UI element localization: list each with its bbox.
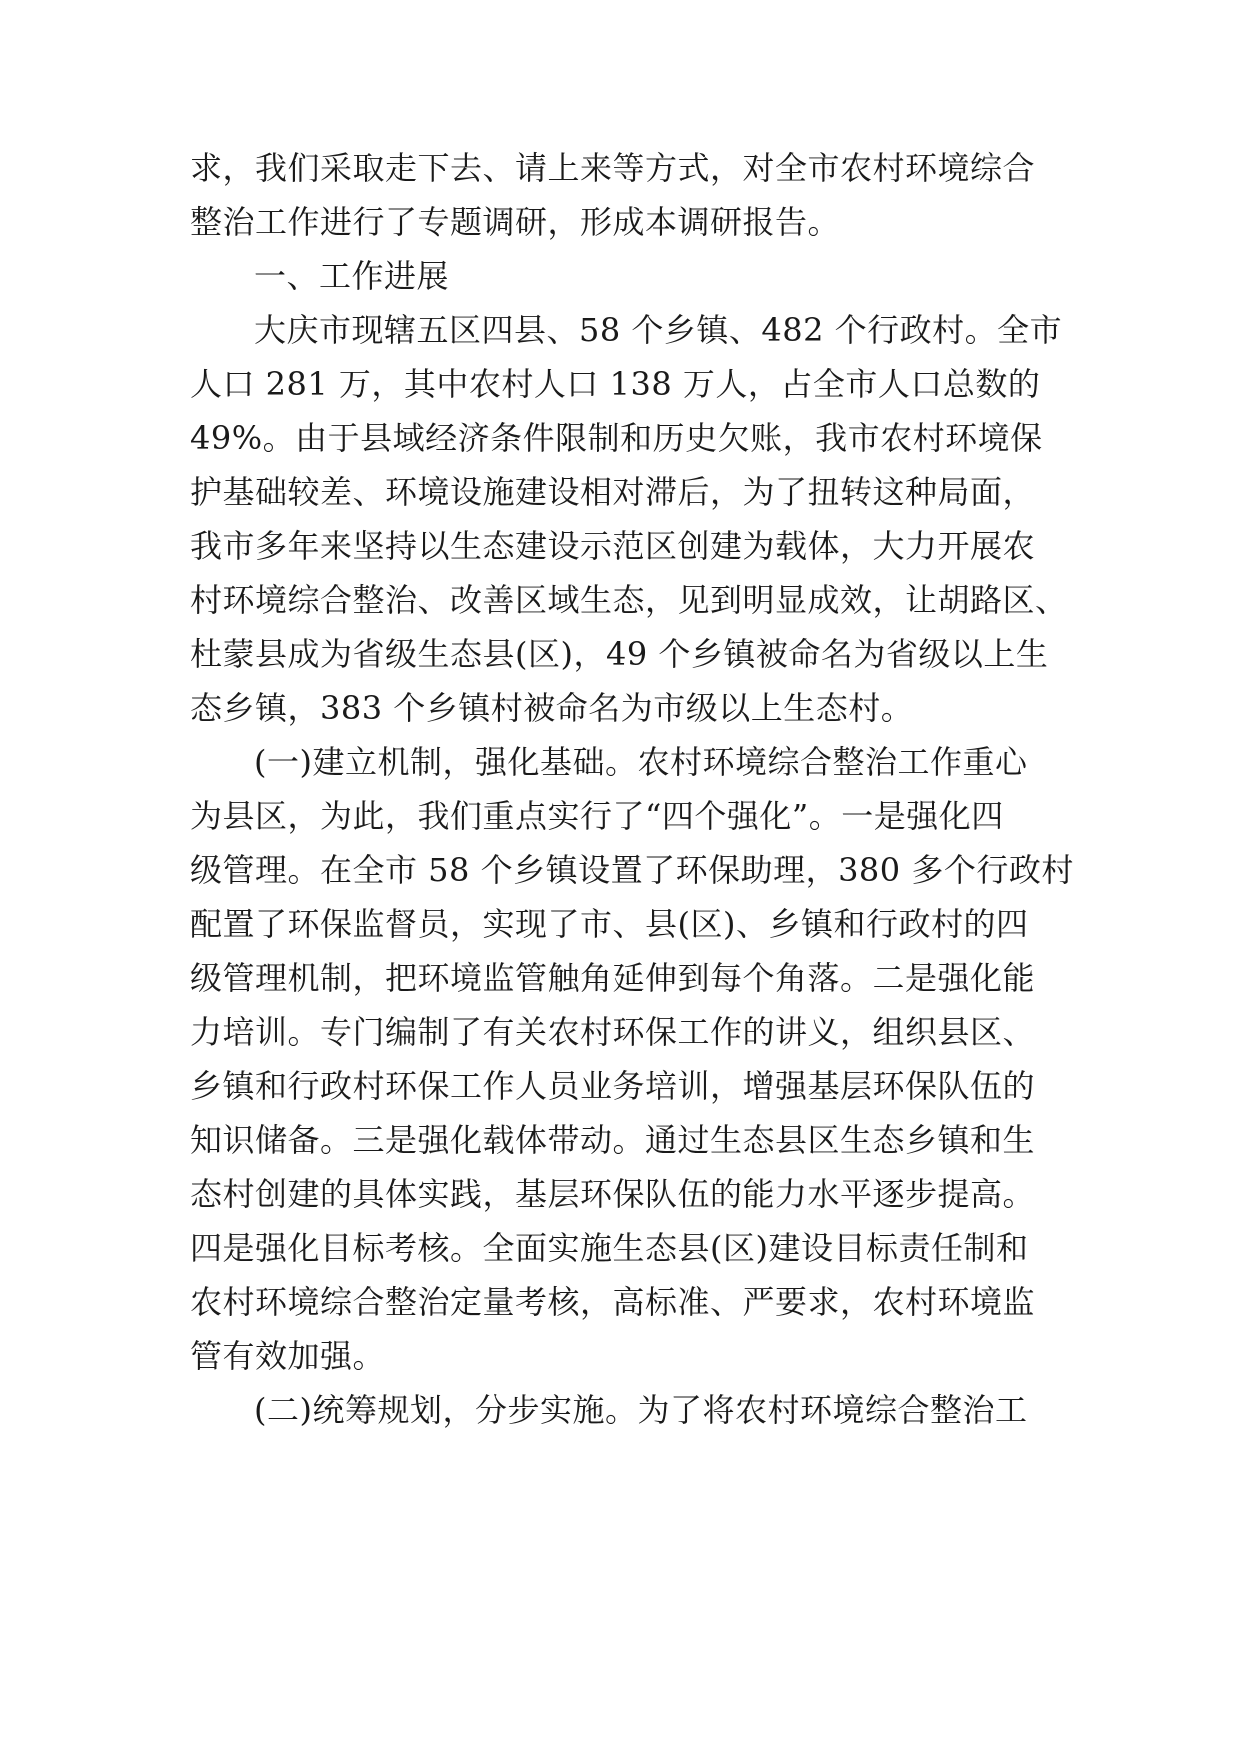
body-line: 整治工作进行了专题调研，形成本调研报告。 — [190, 203, 841, 241]
subsection-line: (二)统筹规划，分步实施。为了将农村环境综合整治工 — [254, 1391, 1028, 1429]
body-line: 力培训。专门编制了有关农村环保工作的讲义，组织县区、 — [190, 1013, 1036, 1051]
body-line: 农村环境综合整治定量考核，高标准、严要求，农村环境监 — [190, 1283, 1036, 1321]
body-line: 级管理机制，把环境监管触角延伸到每个角落。二是强化能 — [190, 959, 1036, 997]
body-line: 49%。由于县域经济条件限制和历史欠账，我市农村环境保 — [190, 419, 1043, 457]
body-line: 护基础较差、环境设施建设相对滞后，为了扭转这种局面， — [190, 473, 1036, 511]
body-line: 级管理。在全市 58 个乡镇设置了环保助理，380 多个行政村 — [190, 851, 1074, 889]
body-line: 杜蒙县成为省级生态县(区)，49 个乡镇被命名为省级以上生 — [190, 635, 1049, 673]
section-heading: 一、工作进展 — [254, 257, 450, 295]
body-line: 大庆市现辖五区四县、58 个乡镇、482 个行政村。全市 — [254, 311, 1063, 349]
body-line: 态乡镇，383 个乡镇村被命名为市级以上生态村。 — [190, 689, 914, 727]
body-line: 人口 281 万，其中农村人口 138 万人，占全市人口总数的 — [190, 365, 1041, 403]
subsection-line: (一)建立机制，强化基础。农村环境综合整治工作重心 — [254, 743, 1028, 781]
body-line: 乡镇和行政村环保工作人员业务培训，增强基层环保队伍的 — [190, 1067, 1036, 1105]
body-line: 四是强化目标考核。全面实施生态县(区)建设目标责任制和 — [190, 1229, 1029, 1267]
body-line: 态村创建的具体实践，基层环保队伍的能力水平逐步提高。 — [190, 1175, 1036, 1213]
body-line: 我市多年来坚持以生态建设示范区创建为载体，大力开展农 — [190, 527, 1036, 565]
body-line: 求，我们采取走下去、请上来等方式，对全市农村环境综合 — [190, 149, 1036, 187]
body-line: 村环境综合整治、改善区域生态，见到明显成效，让胡路区、 — [190, 581, 1068, 619]
body-line: 配置了环保监督员，实现了市、县(区)、乡镇和行政村的四 — [190, 905, 1029, 943]
body-line: 知识储备。三是强化载体带动。通过生态县区生态乡镇和生 — [190, 1121, 1036, 1159]
body-line: 为县区，为此，我们重点实行了“四个强化”。一是强化四 — [190, 797, 1004, 835]
body-line: 管有效加强。 — [190, 1337, 386, 1375]
